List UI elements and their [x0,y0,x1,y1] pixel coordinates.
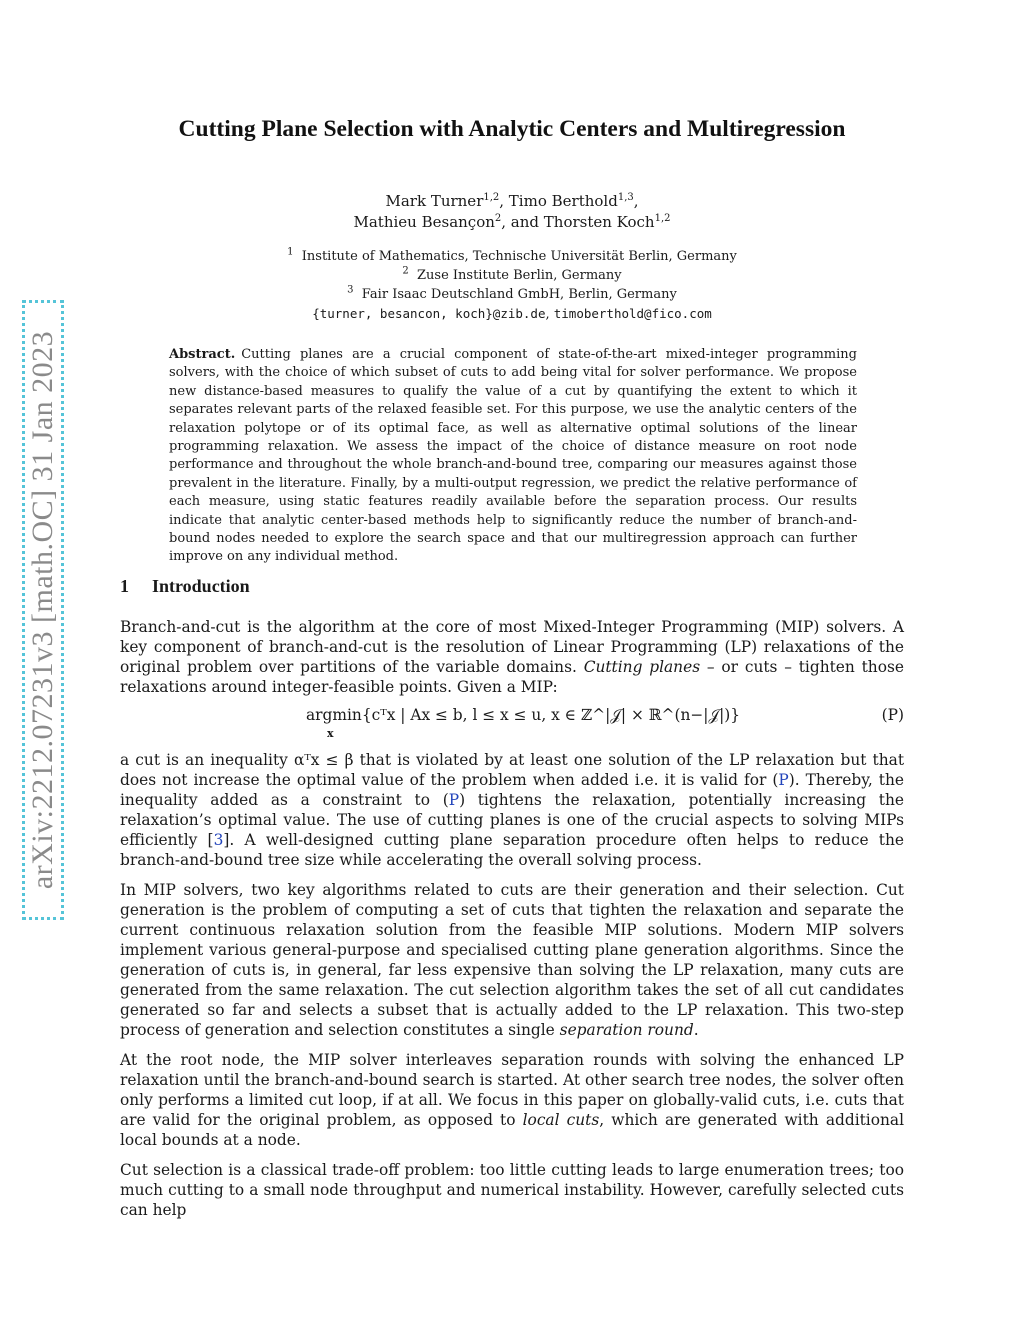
intro-paragraph-5: Cut selection is a classical trade-off problem: too little cutting leads to large enumeration trees; too much cutting to a small node throughput and numerical instability. However, carefully selected cuts can help [120,1161,904,1219]
equation-label: (P) [881,706,904,724]
intro-paragraph-4: At the root node, the MIP solver interleaves separation rounds with solving the enhanced LP relaxation until the branch-and-bound search is started. At other search tree nodes, the solver often only performs a limited cut loop, if at all. We focus in this paper on globally-valid cuts, i.e. cuts that are valid for the original problem, as opposed to local cuts, which are generated with additional local bounds at a node. [120,1051,904,1149]
paper-title: Cutting Plane Selection with Analytic Centers and Multiregression [178,116,846,142]
section-number: 1 [120,576,129,596]
equation-body: argmin{cᵀx | Ax ≤ b, l ≤ x ≤ u, x ∈ ℤ^|𝒥| × ℝ^(n−|𝒥|)} [306,706,741,724]
affiliation-3: $^3$ Fair Isaac Deutschland GmbH, Berlin, Germany [347,284,677,302]
citation-link[interactable]: 3 [213,831,224,849]
abstract [169,346,857,567]
affiliations [0,247,1024,324]
arxiv-identifier: arXiv:2212.07231v3 [math.OC] 31 Jan 2023 [26,330,59,890]
abstract-text: Cutting planes are a crucial component of state-of-the-art mixed-integer programming solvers, with the choice of which subset of cuts to add being vital for solver performance. We propose new distance-based measures to qualify the value of a cut by quantifying the extent to which it separates relevant parts of the relaxed feasible set. For this purpose, we use the analytic centers of the relaxation polytope or of its optimal face, as well as alternative optimal solutions of the linear programming relaxation. We assess the impact of the choice of distance measure on root node performance and throughout the whole branch-and-bound tree, comparing our measures against those prevalent in the literature. Finally, by a multi-output regression, we predict the relative performance of each measure, using static features readily available before the separation process. Our results indicate that analytic center-based methods help to significantly reduce the number of branch-and-bound nodes needed to explore the search space and that our multiregression approach can further improve on any individual method. [169,347,857,565]
email-fico[interactable]: timoberthold@fico.com [553,306,712,321]
author-koch: , and Thorsten Koch [501,213,655,231]
section-heading-introduction [120,576,250,597]
intro-paragraph-3: In MIP solvers, two key algorithms related to cuts are their generation and their selection. Cut generation is the problem of computing a set of cuts that tighten the relaxation and separate the current continuous relaxation solution from the feasible MIP solutions. Modern MIP solvers implement various general-purpose and specialised cutting plane generation algorithms. Since the generation of cuts is, in general, far less expensive than solving the LP relaxation, many cuts are generated from the same relaxation. The cut selection algorithm takes the set of all cut candidates generated so far and selects a subset that is actually added to the LP relaxation. This two-step process of generation and selection constitutes a single separation round. [120,881,904,1039]
ref-P-link[interactable]: P [448,791,460,809]
equation-P [120,706,904,742]
author-berthold: , Timo Berthold [499,192,618,210]
intro-body [120,750,904,1230]
author-turner: Mark Turner [385,192,484,210]
abstract-label: Abstract. [169,347,236,362]
email-zib[interactable]: {turner, besancon, koch}@zib.de [312,306,546,321]
intro-paragraph-1: Branch-and-cut is the algorithm at the core of most Mixed-Integer Programming (MIP) solvers. A key component of branch-and-cut is the resolution of Linear Programming (LP) relaxations of the original problem over partitions of the variable domains. Cutting planes – or cuts – tighten those relaxations around integer-feasible points. Given a MIP: [120,618,904,696]
arxiv-sidebar-stamp [22,300,64,920]
author-besancon: Mathieu Besançon [353,213,495,231]
equation-subscript: x [327,727,334,740]
ref-P-link[interactable]: P [778,771,789,789]
section-title: Introduction [152,576,250,596]
author-emails: {turner, besancon, koch}@zib.de, timoberthold@fico.com [312,306,712,322]
affiliation-1: $^1$ Institute of Mathematics, Technische Universität Berlin, Germany [287,246,737,264]
intro-paragraph-2: a cut is an inequality αᵀx ≤ β that is violated by at least one solution of the LP relaxation but that does not increase the optimal value of the problem when added i.e. it is valid for (P). Thereby, the inequality added as a constraint to (P) tightens the relaxation, potentially increasing the relaxation’s optimal value. The use of cutting planes is one of the crucial aspects to solving MIPs efficiently [3]. A well-designed cutting plane separation procedure often helps to reduce the branch-and-bound tree size while accelerating the overall solving process. [120,751,904,869]
affiliation-2: $^2$ Zuse Institute Berlin, Germany [402,265,622,283]
author-list: Mark Turner$^{1,2}$, Timo Berthold$^{1,3}$, Mathieu Besançon$^2$, and Thorsten Koch$^{1,2}$ [353,192,671,231]
